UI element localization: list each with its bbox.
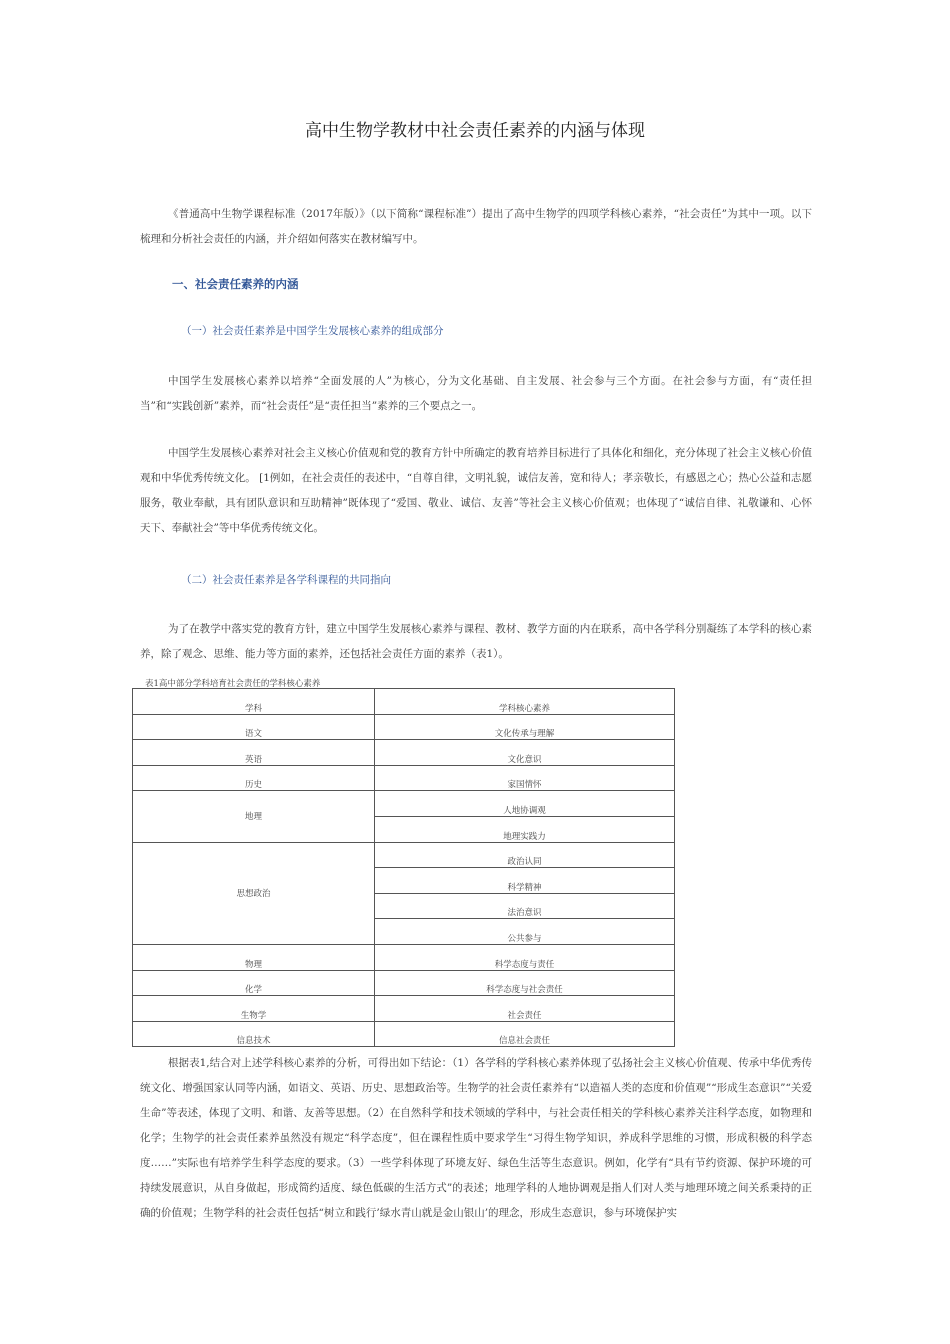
subject-cell: 历史	[133, 765, 375, 791]
conclusion-paragraph: 根据表1,结合对上述学科核心素养的分析，可得出如下结论：（1）各学科的学科核心素养体现了弘扬社会主义核心价值观、传承中华优秀传统文化、增强国家认同等内涵，如语文、英语、历史、思想政治等。生物学的社会责任素养有“以造福人类的态度和价值观”“形成生态意识”“关爱生命”等表述，体现了文明、和谐、友善等思想。（2）在自然科学和技术领域的学科中，与社会责任相关的学科核心素养关注科学态度，如物理和化学；生物学的社会责任素养虽然没有规定“科学态度”，但在课程性质中要求学生“习得生物学知识，养成科学思维的习惯，形成积极的科学态度……”实际也有培养学生科学态度的要求。（3）一些学科体现了环境友好、绿色生活等生态意识。例如，化学有“具有节约资源、保护环境的可持续发展意识，从自身做起，形成简约适度、绿色低碳的生活方式”的表述；地理学科的人地协调观是指人们对人类与地理环境之间关系秉持的正确的价值观；生物学科的社会责任包括“树立和践行’绿水青山就是金山银山’的理念，形成生态意识，参与环境保护实	[140, 1057, 812, 1219]
table-row	[133, 842, 675, 868]
competency-cell: 信息社会责任	[375, 1021, 675, 1047]
subsection-2-heading: （二）社会责任素养是各学科课程的共同指向	[181, 574, 391, 586]
competency-cell: 人地协调观	[375, 791, 675, 817]
intro-paragraph: 《普通高中生物学课程标准（2017年版）》（以下简称“课程标准”）提出了高中生物学的四项学科核心素养，“社会责任”为其中一项。以下梳理和分析社会责任的内涵，并介绍如何落实在教材编写中。	[140, 208, 812, 245]
competency-cell: 科学态度与责任	[375, 944, 675, 970]
section-1-heading: 一、社会责任素养的内涵	[172, 277, 299, 291]
table-row	[133, 1021, 675, 1047]
subject-cell: 信息技术	[133, 1021, 375, 1047]
subsection-2-paragraph-1: 为了在教学中落实党的教育方针，建立中国学生发展核心素养与课程、教材、教学方面的内在联系，高中各学科分别凝练了本学科的核心素养，除了观念、思维、能力等方面的素养，还包括社会责任方面的素养（表1）。	[140, 623, 812, 660]
table-row	[133, 944, 675, 970]
competency-cell: 文化传承与理解	[375, 714, 675, 740]
subject-cell: 英语	[133, 740, 375, 766]
table-row	[133, 996, 675, 1022]
table-row	[133, 791, 675, 817]
competency-cell: 政治认同	[375, 842, 675, 868]
competency-cell: 公共参与	[375, 919, 675, 945]
table-body	[133, 689, 675, 1047]
header-subject: 学科	[133, 689, 375, 715]
competency-cell: 家国情怀	[375, 765, 675, 791]
table-row	[133, 740, 675, 766]
subject-cell: 思想政治	[133, 842, 375, 944]
competency-cell: 法治意识	[375, 893, 675, 919]
header-competency: 学科核心素养	[375, 689, 675, 715]
subject-cell: 语文	[133, 714, 375, 740]
subject-cell: 物理	[133, 944, 375, 970]
subject-cell: 地理	[133, 791, 375, 842]
document-title: 高中生物学教材中社会责任素养的内涵与体现	[305, 121, 645, 141]
subsection-1-paragraph-1: 中国学生发展核心素养以培养“全面发展的人”为核心，分为文化基础、自主发展、社会参与三个方面。在社会参与方面，有“责任担当”和“实践创新”素养，而“社会责任”是“责任担当”素养的三个要点之一。	[140, 375, 812, 412]
table-caption: 表1高中部分学科培育社会责任的学科核心素养	[145, 679, 321, 689]
table-header-row	[133, 689, 675, 715]
competency-cell: 科学态度与社会责任	[375, 970, 675, 996]
competency-cell: 文化意识	[375, 740, 675, 766]
table-row	[133, 970, 675, 996]
competency-cell: 科学精神	[375, 868, 675, 894]
table-row	[133, 714, 675, 740]
table-row	[133, 765, 675, 791]
subject-cell: 化学	[133, 970, 375, 996]
subject-cell: 生物学	[133, 996, 375, 1022]
subsection-1-paragraph-2: 中国学生发展核心素养对社会主义核心价值观和党的教育方针中所确定的教育培养目标进行了具体化和细化，充分体现了社会主义核心价值观和中华优秀传统文化。 [1例如，在社会责任的表述中，“自尊自律，文明礼貌，诚信友善，宽和待人；孝亲敬长，有感恩之心；热心公益和志愿服务，敬业奉献，具有团队意识和互助精神”既体现了“爱国、敬业、诚信、友善”等社会主义核心价值观；也体现了“诚信自律、礼敬谦和、心怀天下、奉献社会”等中华优秀传统文化。	[140, 447, 812, 534]
competency-cell: 地理实践力	[375, 816, 675, 842]
competency-cell: 社会责任	[375, 996, 675, 1022]
subsection-1-heading: （一）社会责任素养是中国学生发展核心素养的组成部分	[181, 325, 444, 337]
subject-competency-table	[132, 688, 675, 1047]
